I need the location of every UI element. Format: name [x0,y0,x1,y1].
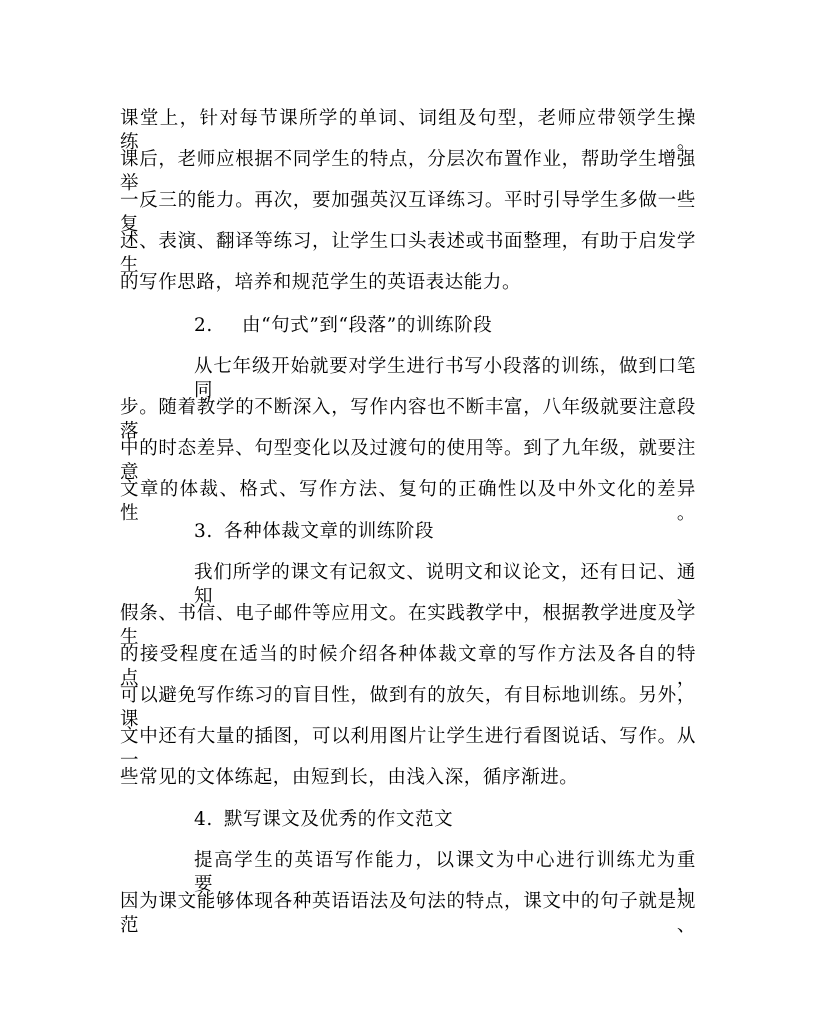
paragraph-line: 可以避免写作练习的盲目性，做到有的放矢，有目标地训练。另外，课 [120,685,696,730]
paragraph-line: 我们所学的课文有记叙文、说明文和议论文，还有日记、通知、 [194,562,696,607]
paragraph-line: 假条、书信、电子邮件等应用文。在实践教学中，根据教学进度及学生 [120,603,696,648]
section-number: 4. [194,809,213,830]
paragraph-line: 一反三的能力。再次，要加强英汉互译练习。平时引导学生多做一些复 [120,190,696,235]
section-number: 2. [194,315,213,336]
section-title: 由“句式”到“段落”的训练阶段 [242,315,493,336]
paragraph-line: 些常见的文体练起，由短到长，由浅入深，循序渐进。 [120,767,579,788]
paragraph-line: 从七年级开始就要对学生进行书写小段落的训练，做到口笔同 [194,356,696,401]
paragraph-line: 中的时态差异、句型变化以及过渡句的使用等。到了九年级，就要注意 [120,438,696,483]
paragraph-line: 的写作思路，培养和规范学生的英语表达能力。 [120,272,522,293]
section-heading-2 [194,314,492,338]
section-title: 默写课文及优秀的作文范文 [224,809,454,830]
paragraph-line: 课堂上，针对每节课所学的单词、词组及句型，老师应带领学生操练。 [120,108,696,153]
paragraph-line: 述、表演、翻译等练习，让学生口头表述或书面整理，有助于启发学生 [120,231,696,276]
paragraph-line: 步。随着教学的不断深入，写作内容也不断丰富，八年级就要注意段落 [120,397,696,442]
section-title: 各种体裁文章的训练阶段 [224,521,435,542]
paragraph-line: 提高学生的英语写作能力，以课文为中心进行训练尤为重要， [194,850,696,895]
section-number: 3. [194,521,213,542]
section-heading-4 [194,808,453,832]
paragraph-line: 文中还有大量的插图，可以利用图片让学生进行看图说话、写作。从一 [120,726,696,771]
paragraph-line: 的接受程度在适当的时候介绍各种体裁文章的写作方法及各自的特点， [120,644,696,689]
paragraph-line: 课后，老师应根据不同学生的特点，分层次布置作业，帮助学生增强举 [120,149,696,194]
paragraph-line: 文章的体裁、格式、写作方法、复句的正确性以及中外文化的差异性。 [120,479,696,524]
paragraph-line: 因为课文能够体现各种英语语法及句法的特点，课文中的句子就是规范、 [120,891,696,936]
section-heading-3 [194,520,434,544]
